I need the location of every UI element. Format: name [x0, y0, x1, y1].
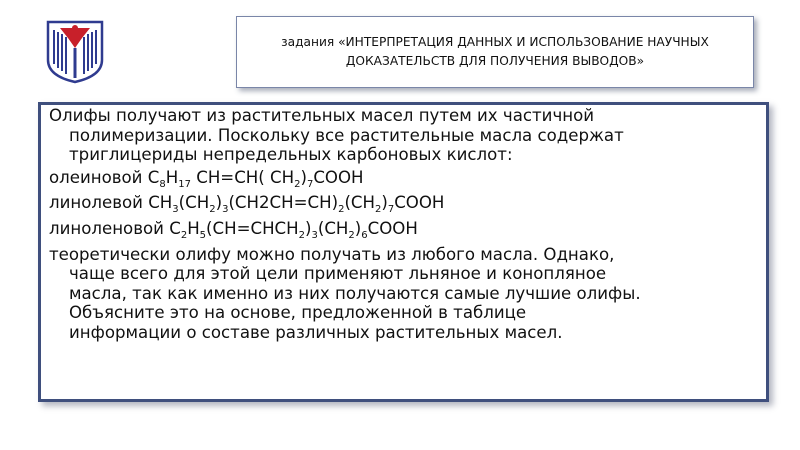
- formula-text: CH=CH( CH: [190, 167, 295, 187]
- acid-linoleic: [49, 193, 766, 216]
- formula-text: (CH=CHCH: [206, 218, 299, 238]
- intro-line: триглицериды непредельных карбоновых кислот:: [69, 145, 513, 165]
- formula-subscript: 5: [199, 229, 207, 241]
- formula-subscript: 2: [298, 229, 305, 241]
- formula-text: ): [305, 218, 312, 238]
- content-box: [38, 102, 769, 402]
- institution-logo-icon: [46, 20, 104, 84]
- formula-text: (CH: [344, 193, 375, 213]
- intro-line: Олифы получают из растительных масел путем их частичной: [49, 106, 595, 125]
- acid-name: линоленовой: [49, 218, 164, 238]
- formula-text: CH: [148, 193, 173, 213]
- formula-text: ): [215, 193, 223, 213]
- formula-text: ): [300, 167, 307, 187]
- slide-title-line: ДОКАЗАТЕЛЬСТВ ДЛЯ ПОЛУЧЕНИЯ ВЫВОДОВ»: [345, 54, 645, 68]
- formula-subscript: 2: [374, 204, 382, 216]
- formula-subscript: 3: [172, 204, 179, 216]
- formula-subscript: 2: [180, 229, 188, 241]
- formula-subscript: 6: [361, 229, 368, 241]
- formula-text: COOH: [313, 167, 364, 187]
- conclusion-line: Объясните это на основе, предложенной в таблице: [69, 303, 527, 323]
- conclusion-line: теоретически олифу можно получать из любого масла. Однако,: [49, 244, 615, 264]
- formula-subscript: 3: [311, 229, 318, 241]
- acid-formula: [169, 218, 418, 241]
- conclusion-line: информации о составе различных растительных масел.: [69, 322, 563, 342]
- formula-text: COOH: [394, 193, 445, 213]
- formula-subscript: 2: [294, 178, 301, 190]
- formula-subscript: 2: [209, 204, 216, 216]
- conclusion-paragraph: [49, 245, 766, 343]
- formula-text: COOH: [367, 218, 418, 238]
- acid-name: линолевой: [49, 193, 143, 213]
- slide-title: [281, 33, 709, 71]
- formula-text: (CH: [317, 218, 349, 238]
- acid-formula: [148, 193, 445, 216]
- acid-linolenic: [49, 219, 766, 239]
- formula-subscript: 7: [306, 178, 314, 190]
- formula-text: C: [169, 218, 181, 238]
- formula-text: (CH: [178, 193, 210, 213]
- formula-text: (CH2CH=CH): [228, 193, 339, 213]
- intro-paragraph: [49, 106, 766, 165]
- conclusion-line: чаще всего для этой цели применяют льняное и конопляное: [69, 264, 607, 284]
- formula-subscript: 17: [178, 178, 191, 190]
- shield-logo-icon: [46, 20, 104, 84]
- intro-line: полимеризации. Поскольку все растительные масла содержат: [69, 125, 624, 145]
- conclusion-line: масла, так как именно из них получаются самые лучшие олифы.: [69, 283, 641, 303]
- formula-text: H: [187, 218, 200, 238]
- formula-subscript: 2: [348, 229, 355, 241]
- formula-text: ): [354, 218, 362, 238]
- acid-name: олеиновой: [49, 167, 143, 187]
- formula-text: ): [381, 193, 388, 213]
- slide-title-line: задания «ИНТЕРПРЕТАЦИЯ ДАННЫХ И ИСПОЛЬЗОВАНИЕ НАУЧНЫХ: [281, 35, 709, 49]
- formula-subscript: 8: [159, 178, 166, 190]
- formula-text: C: [147, 167, 160, 187]
- acid-formula: [147, 167, 364, 190]
- formula-subscript: 3: [222, 204, 229, 216]
- slide-title-box: [236, 16, 754, 88]
- formula-text: H: [165, 167, 179, 187]
- acid-oleic: [49, 168, 766, 188]
- formula-subscript: 7: [387, 204, 395, 216]
- formula-subscript: 2: [338, 204, 345, 216]
